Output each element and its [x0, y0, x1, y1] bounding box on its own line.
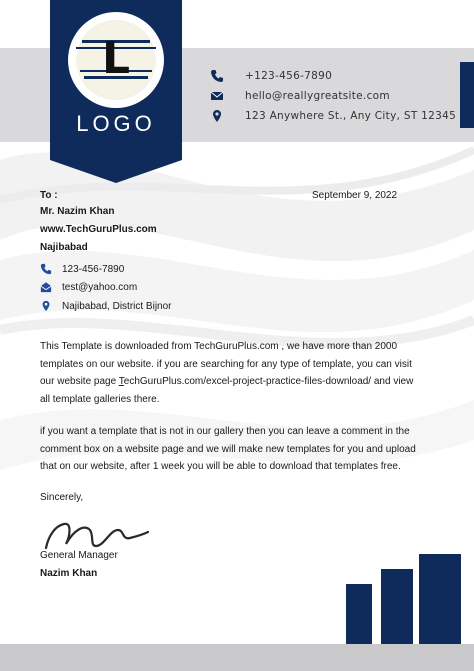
header-email: hello@reallygreatsite.com	[245, 90, 390, 102]
decor-bar-1	[346, 584, 372, 646]
phone-icon	[210, 69, 224, 83]
header-phone-row	[210, 67, 332, 85]
header-email-row	[210, 87, 390, 105]
logo-letter: L	[101, 33, 131, 84]
footer-band	[0, 644, 474, 671]
recipient-email-row	[40, 279, 137, 295]
decor-bar-2	[381, 569, 413, 646]
body-p1-line: all template galleries there.	[40, 393, 160, 405]
body-p2-line: if you want a template that is not in our gallery then you can leave a comment in the	[40, 426, 410, 437]
recipient-phone-row	[40, 261, 124, 277]
header-address-row	[210, 107, 456, 125]
header-phone: +123-456-7890	[245, 70, 333, 82]
decor-bar-3	[419, 554, 461, 646]
body-p1-line: This Template is downloaded from TechGuruPlus.com , we have more than 2000	[40, 341, 398, 352]
signer-name: Nazim Khan	[40, 568, 98, 579]
body-p2-line: comment box on a website page and we will make new templates for you and upload	[40, 443, 416, 455]
body-paragraph-2	[40, 423, 425, 476]
mail-icon	[40, 281, 52, 293]
header-address: 123 Anywhere St., Any City, ST 12345	[245, 110, 457, 122]
recipient-city: Najibabad	[40, 242, 88, 253]
website-link-first-letter[interactable]: T	[118, 376, 124, 387]
recipient-website: www.TechGuruPlus.com	[40, 224, 157, 235]
location-pin-icon	[210, 109, 224, 123]
letter-date: September 9, 2022	[312, 190, 398, 201]
recipient-name: Mr. Nazim Khan	[40, 206, 115, 217]
body-p2-line: that on our website, after 1 week you will be able to download that templates free.	[40, 461, 401, 472]
mail-icon	[210, 89, 224, 103]
logo-text: LOGO	[76, 111, 156, 136]
phone-icon	[40, 263, 52, 275]
website-link-text[interactable]: echGuruPlus.com/excel-project-practice-files-download/ and view	[123, 376, 414, 387]
body-p1-line	[40, 373, 425, 391]
body-p1-line: templates on our website. if you are searching for any type of template, you can visit	[40, 358, 412, 370]
closing-salutation: Sincerely,	[40, 492, 84, 503]
location-pin-icon	[40, 300, 52, 312]
to-label: To :	[40, 190, 58, 201]
body-paragraph-1	[40, 338, 425, 408]
recipient-address-row	[40, 298, 172, 314]
recipient-email: test@yahoo.com	[62, 281, 138, 293]
recipient-address: Najibabad, District Bijnor	[62, 300, 172, 312]
logo-banner	[50, 0, 182, 183]
recipient-phone: 123-456-7890	[62, 263, 125, 275]
header-accent-bar	[460, 62, 474, 128]
signer-role: General Manager	[40, 550, 118, 561]
body-p1-line3-prefix: our website page	[40, 376, 119, 387]
